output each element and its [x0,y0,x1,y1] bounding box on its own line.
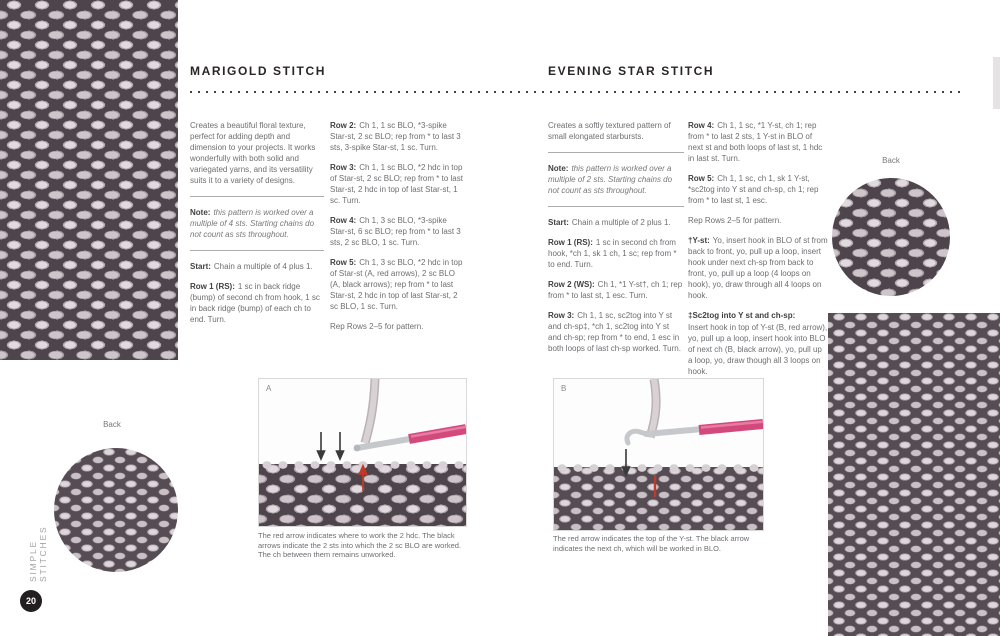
start-label: Start: [548,218,569,227]
back-label-left: Back [103,420,121,429]
row-paragraph: Row 2 (WS): Ch 1, *1 Y-st†, ch 1; rep from * to last st, 1 esc. Turn. [548,280,683,300]
marigold-back-swatch-circle [54,448,178,572]
start-paragraph: Start: Chain a multiple of 2 plus 1. [548,218,671,227]
note-paragraph: Note: this pattern is worked over a multiple of 4 sts. Starting chains do not count as sts throughout. [190,208,315,239]
start-paragraph: Start: Chain a multiple of 4 plus 1. [190,262,313,271]
row-label: Row 1 (RS): [548,238,593,247]
row-label: Row 3: [548,311,575,320]
page-title-marigold: MARIGOLD STITCH [190,64,326,78]
intro-paragraph: Creates a softly textured pattern of small elongated starbursts. [548,121,671,141]
photo-b-overlay [554,379,763,530]
row-label: Row 4: [688,121,715,130]
row-label: Row 2 (WS): [548,280,595,289]
note-paragraph: Note: this pattern is worked over a multiple of 2 sts. Starting chains do not count as sts throughout. [548,164,673,195]
repeat-note: Rep Rows 2–5 for pattern. [330,322,424,331]
note-rule-bottom [548,206,684,207]
row-paragraph: Row 5: Ch 1, 1 sc, ch 1, sk 1 Y-st, *sc2tog into Y st and ch-sp, ch 1; rep from * to last st, 1 esc. [688,174,819,205]
evening-star-back-swatch-circle [832,178,950,296]
footnote-label: ‡Sc2tog into Y st and ch-sp: [688,311,796,320]
row-paragraph: Row 4: Ch 1, 1 sc, *1 Y-st, ch 1; rep from * to last 2 sts, 1 Y-st in BLO of next st and both loops of last st, 1 hdc in last st. Turn. [688,121,823,163]
page-number-badge: 20 [20,590,42,612]
photo-b-caption: The red arrow indicates the top of the Y-st. The black arrow indicates the next ch, which will be worked in BLO. [553,534,750,553]
repeat-note: Rep Rows 2–5 for pattern. [688,216,782,225]
row-paragraph: Row 5: Ch 1, 3 sc BLO, *2 hdc in top of Star-st (A, red arrows), 2 sc BLO (A, black arrows); rep from * to last Star-st, 2 hdc in top of last Star-st, 2 sc BLO, 1 sc. Turn. [330,258,463,311]
marigold-swatch-photo [0,0,178,360]
row-label: Row 1 (RS): [190,282,235,291]
row-label: Row 5: [688,174,715,183]
right-page-column-1 [548,120,684,363]
right-page-column-2 [688,120,828,386]
step-photo-a [258,378,467,527]
back-label-right: Back [882,156,900,165]
footnote-label: †Y-st: [688,236,710,245]
row-paragraph: Row 2: Ch 1, 1 sc BLO, *3-spike Star-st, 2 sc BLO; rep from * to last 3 sts, 3-spike Star-st, 1 sc. Turn. [330,121,461,152]
black-down-arrow-icon [318,432,344,459]
step-photo-b [553,378,764,531]
chapter-sidebar-label: SIMPLE STITCHES [28,525,48,582]
row-paragraph: Row 1 (RS): 1 sc in second ch from hook, *ch 1, sk 1 ch, 1 sc; rep from * to end. Turn. [548,238,677,269]
black-down-arrow-icon [623,449,630,475]
evening-star-swatch-photo [828,313,1000,636]
page-title-evening-star: EVENING STAR STITCH [548,64,715,78]
left-page-column-2 [330,120,466,341]
row-label: Row 3: [330,163,357,172]
start-label: Start: [190,262,211,271]
note-rule-top [548,152,684,153]
note-label: Note: [190,208,211,217]
left-page-column-1 [190,120,324,334]
row-label: Row 4: [330,216,357,225]
hook-handle [409,429,466,439]
photo-label-a: A [266,384,272,393]
row-paragraph: Row 1 (RS): 1 sc in back ridge (bump) of second ch from hook, 1 sc in back ridge (bump) of each ch to end. Turn. [190,282,320,324]
photo-a-overlay [259,379,466,526]
dotted-divider [190,91,962,93]
row-label: Row 2: [330,121,357,130]
photo-label-b: B [561,384,567,393]
intro-paragraph: Creates a beautiful floral texture, perfect for adding depth and dimension to your projects. It works wonderfully with both solid and variegated yarns, and its versatility suits it to a variety of designs. [190,121,316,185]
row-paragraph: Row 4: Ch 1, 3 sc BLO, *3-spike Star-st, 6 sc BLO; rep from * to last 3 sts, 2 sc BLO, 1 sc. Turn. [330,216,461,247]
note-rule-bottom [190,250,324,251]
note-label: Note: [548,164,569,173]
page-edge-photo-sliver [993,57,1000,109]
photo-a-caption: The red arrow indicates where to work the 2 hdc. The black arrows indicate the 2 sts into which the 2 sc BLO are worked. The ch between them remains unworked. [258,531,462,559]
row-label: Row 5: [330,258,357,267]
row-paragraph: Row 3: Ch 1, 1 sc, sc2tog into Y st and ch-sp‡, *ch 1, sc2tog into Y st and ch-sp; rep from * to end, 1 esc in both loops of last ch-sp worked. Turn. [548,311,681,353]
footnote-yst: †Y-st: Yo, insert hook in BLO of st from back to front, yo, pull up a loop, insert hook under next ch-sp from back to front, yo, pull up a loop (4 loops on hook), yo, draw through all 4 loops on hook. [688,236,828,300]
hook-tip [354,445,361,452]
note-rule-top [190,196,324,197]
red-up-arrow-icon [360,466,367,491]
footnote-sc2tog: ‡Sc2tog into Y st and ch-sp: Insert hook in top of Y-st (B, red arrow), yo, pull up a loop, insert hook into BLO of next ch (B, black arrow), yo, pull up a loop, yo, draw though all 3 loops on hook. [688,311,828,376]
row-paragraph: Row 3: Ch 1, 1 sc BLO, *2 hdc in top of Star-st, 2 sc BLO; rep from * to last Star-st, 2 hdc in top of last Star-st, 1 sc. Turn. [330,163,463,205]
